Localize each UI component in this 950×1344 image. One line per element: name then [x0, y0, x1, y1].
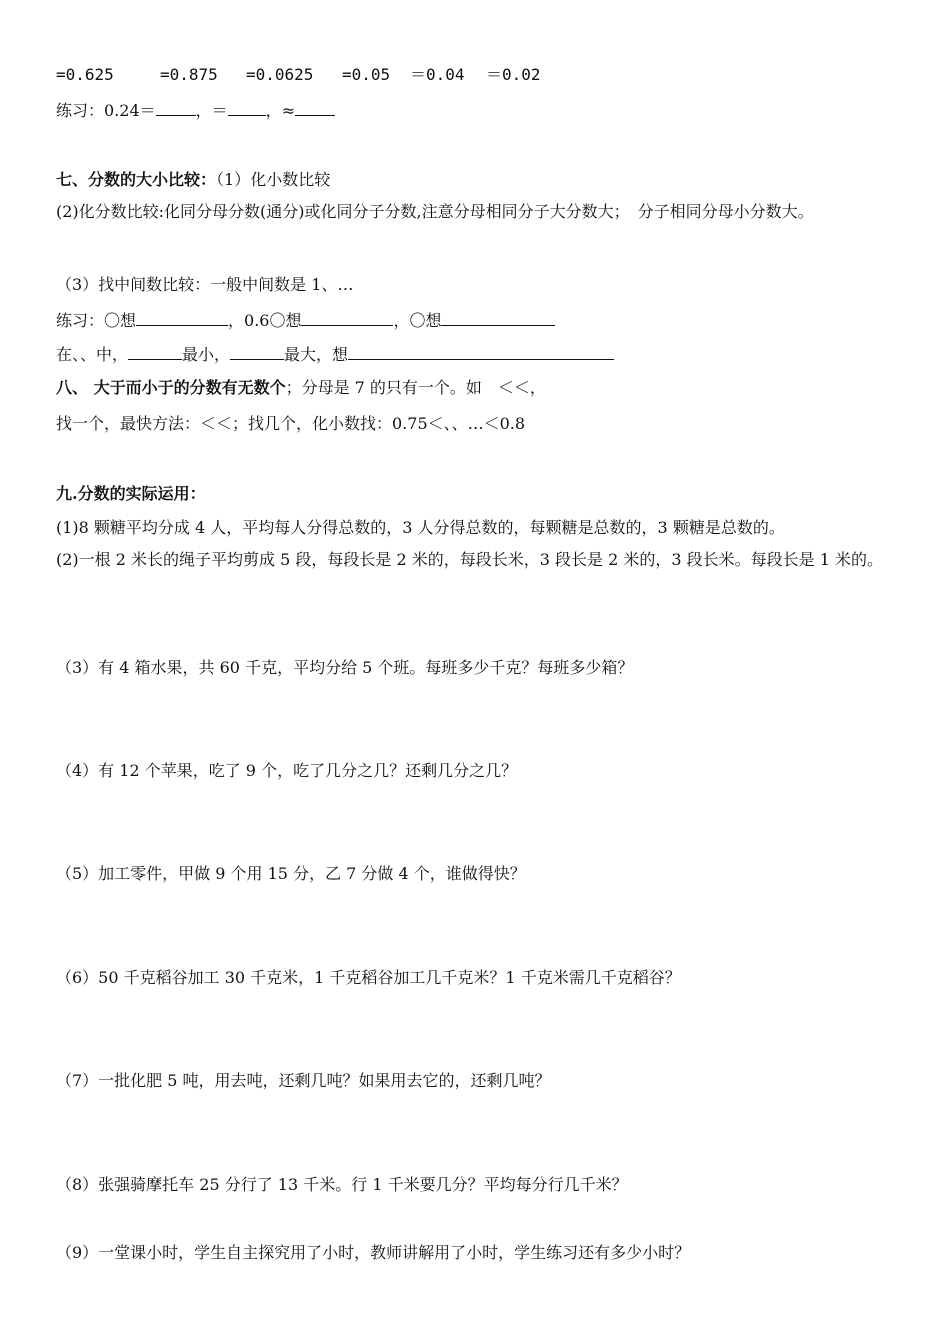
section-7-compare: 在、、中， 最小， 最大，想: [56, 343, 900, 366]
question-6: （6）50 千克稻谷加工 30 千克米，1 千克稻谷加工几千克米？1 千克米需几千克稻谷？: [56, 968, 681, 987]
blank: [228, 99, 266, 116]
question-8: （8）张强骑摩托车 25 分行了 13 千米。行 1 千米要几分？平均每分行几千米？: [56, 1175, 628, 1194]
question-7: （7）一批化肥 5 吨，用去吨，还剩几吨？如果用去它的，还剩几吨？: [56, 1071, 551, 1090]
blank: [441, 309, 555, 326]
question-5: （5）加工零件，甲做 9 个用 15 分，乙 7 分做 4 个，谁做得快？: [56, 864, 526, 883]
blank: [301, 309, 393, 326]
blank: [230, 343, 284, 360]
practice-decimal-line: 练习：0.24＝ ，＝ ，≈: [56, 99, 900, 122]
decimal-1: =0.625: [56, 65, 114, 84]
decimal-4: =0.05: [342, 65, 391, 84]
decimal-6: ＝0.02: [486, 65, 541, 84]
section-8-line-2: 找一个，最快方法：＜＜；找几个，化小数找：0.75＜、、…＜0.8: [56, 414, 526, 433]
blank: [295, 99, 335, 116]
question-9: （9）一堂课小时，学生自主探究用了小时，教师讲解用了小时，学生练习还有多少小时？: [56, 1243, 691, 1262]
decimal-2: =0.875: [160, 65, 218, 84]
section-7-practice: 练习：〇想 ，0.6〇想 ，〇想: [56, 309, 900, 332]
section-7-item-3: （3）找中间数比较：一般中间数是 1、…: [56, 275, 354, 294]
blank: [136, 309, 228, 326]
blank: [348, 343, 614, 360]
blank: [156, 99, 196, 116]
section-7-heading: 七、分数的大小比较：（1）化小数比较: [56, 170, 331, 189]
decimal-5: ＝0.04: [410, 65, 465, 84]
decimal-results-row: [56, 64, 900, 86]
decimal-3: =0.0625: [246, 65, 314, 84]
section-9-heading: 九.分数的实际运用：: [56, 484, 206, 503]
section-7-item-2: (2)化分数比较:化同分母分数(通分)或化同分子分数,注意分母相同分子大分数大； 分子相同分母小分数大。: [56, 202, 814, 221]
section-9-item-2: (2)一根 2 米长的绳子平均剪成 5 段，每段长是 2 米的，每段长米，3 段长是 2 米的，3 段长米。每段长是 1 米的。: [56, 550, 883, 569]
question-4: （4）有 12 个苹果，吃了 9 个，吃了几分之几？还剩几分之几？: [56, 761, 518, 780]
section-9-item-1: (1)8 颗糖平均分成 4 人，平均每人分得总数的，3 人分得总数的，每颗糖是总数的，3 颗糖是总数的。: [56, 518, 785, 537]
blank: [128, 343, 182, 360]
section-8-heading: 八、 大于而小于的分数有无数个；分母是 7 的只有一个。如 ＜＜，: [56, 378, 546, 397]
question-3: （3）有 4 箱水果，共 60 千克，平均分给 5 个班。每班多少千克？每班多少箱？: [56, 658, 634, 677]
